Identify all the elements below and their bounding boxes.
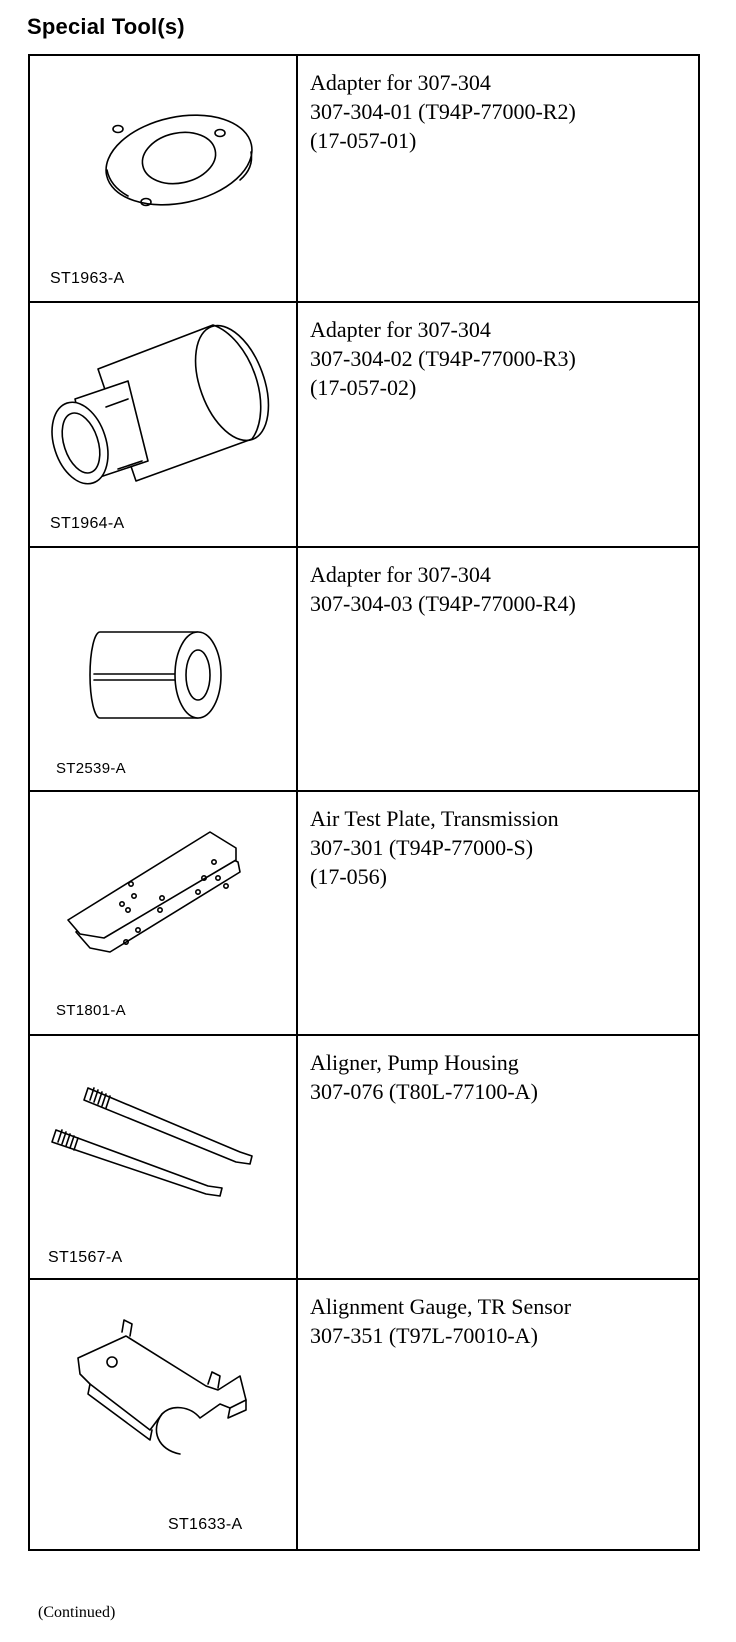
tool-illustration-cell <box>29 55 297 302</box>
tool-name: Aligner, Pump Housing <box>310 1050 519 1075</box>
tool-name: Air Test Plate, Transmission <box>310 806 559 831</box>
figure-id-label: ST1963-A <box>50 270 125 287</box>
tool-row <box>29 1035 699 1279</box>
section-heading: Special Tool(s) <box>27 14 185 39</box>
tool-name: Adapter for 307-304 <box>310 70 491 95</box>
tool-description-cell <box>297 302 699 547</box>
tool-number: 307-304-02 (T94P-77000-R3) <box>310 346 576 371</box>
tool-alt-number: (17-056) <box>310 864 387 889</box>
tool-alt-number: (17-057-01) <box>310 128 417 153</box>
tool-number: 307-304-03 (T94P-77000-R4) <box>310 591 576 616</box>
tool-description-cell <box>297 791 699 1035</box>
tool-description-cell <box>297 1035 699 1279</box>
tool-alt-number: (17-057-02) <box>310 375 417 400</box>
tool-illustration-cell <box>29 302 297 547</box>
adapter-plate-illustration <box>30 56 296 301</box>
tool-row <box>29 55 699 302</box>
tool-row <box>29 791 699 1035</box>
tool-description-cell <box>297 1279 699 1550</box>
tool-row <box>29 547 699 791</box>
figure-id-label: ST1801-A <box>56 1002 126 1019</box>
tool-number: 307-304-01 (T94P-77000-R2) <box>310 99 576 124</box>
figure-id-label: ST2539-A <box>56 760 126 777</box>
tool-name: Adapter for 307-304 <box>310 562 491 587</box>
tool-name: Adapter for 307-304 <box>310 317 491 342</box>
adapter-bushing-illustration <box>30 548 296 790</box>
air-test-plate-illustration <box>30 792 296 1034</box>
tool-illustration-cell <box>29 1035 297 1279</box>
adapter-sleeve-illustration <box>30 303 296 546</box>
figure-id-label: ST1633-A <box>168 1516 243 1533</box>
tool-description-cell <box>297 547 699 791</box>
pump-aligner-pins-illustration <box>30 1036 296 1278</box>
tool-number: 307-076 (T80L-77100-A) <box>310 1079 538 1104</box>
figure-id-label: ST1567-A <box>48 1249 123 1266</box>
special-tools-table <box>28 54 700 1551</box>
continued-note: (Continued) <box>38 1604 116 1621</box>
figure-id-label: ST1964-A <box>50 515 125 532</box>
tool-row <box>29 302 699 547</box>
tool-illustration-cell <box>29 547 297 791</box>
tool-number: 307-351 (T97L-70010-A) <box>310 1323 538 1348</box>
tool-illustration-cell <box>29 1279 297 1550</box>
tool-number: 307-301 (T94P-77000-S) <box>310 835 534 860</box>
tool-illustration-cell <box>29 791 297 1035</box>
tr-sensor-gauge-illustration <box>30 1280 296 1549</box>
tool-name: Alignment Gauge, TR Sensor <box>310 1294 572 1319</box>
tool-description-cell <box>297 55 699 302</box>
tool-row <box>29 1279 699 1550</box>
